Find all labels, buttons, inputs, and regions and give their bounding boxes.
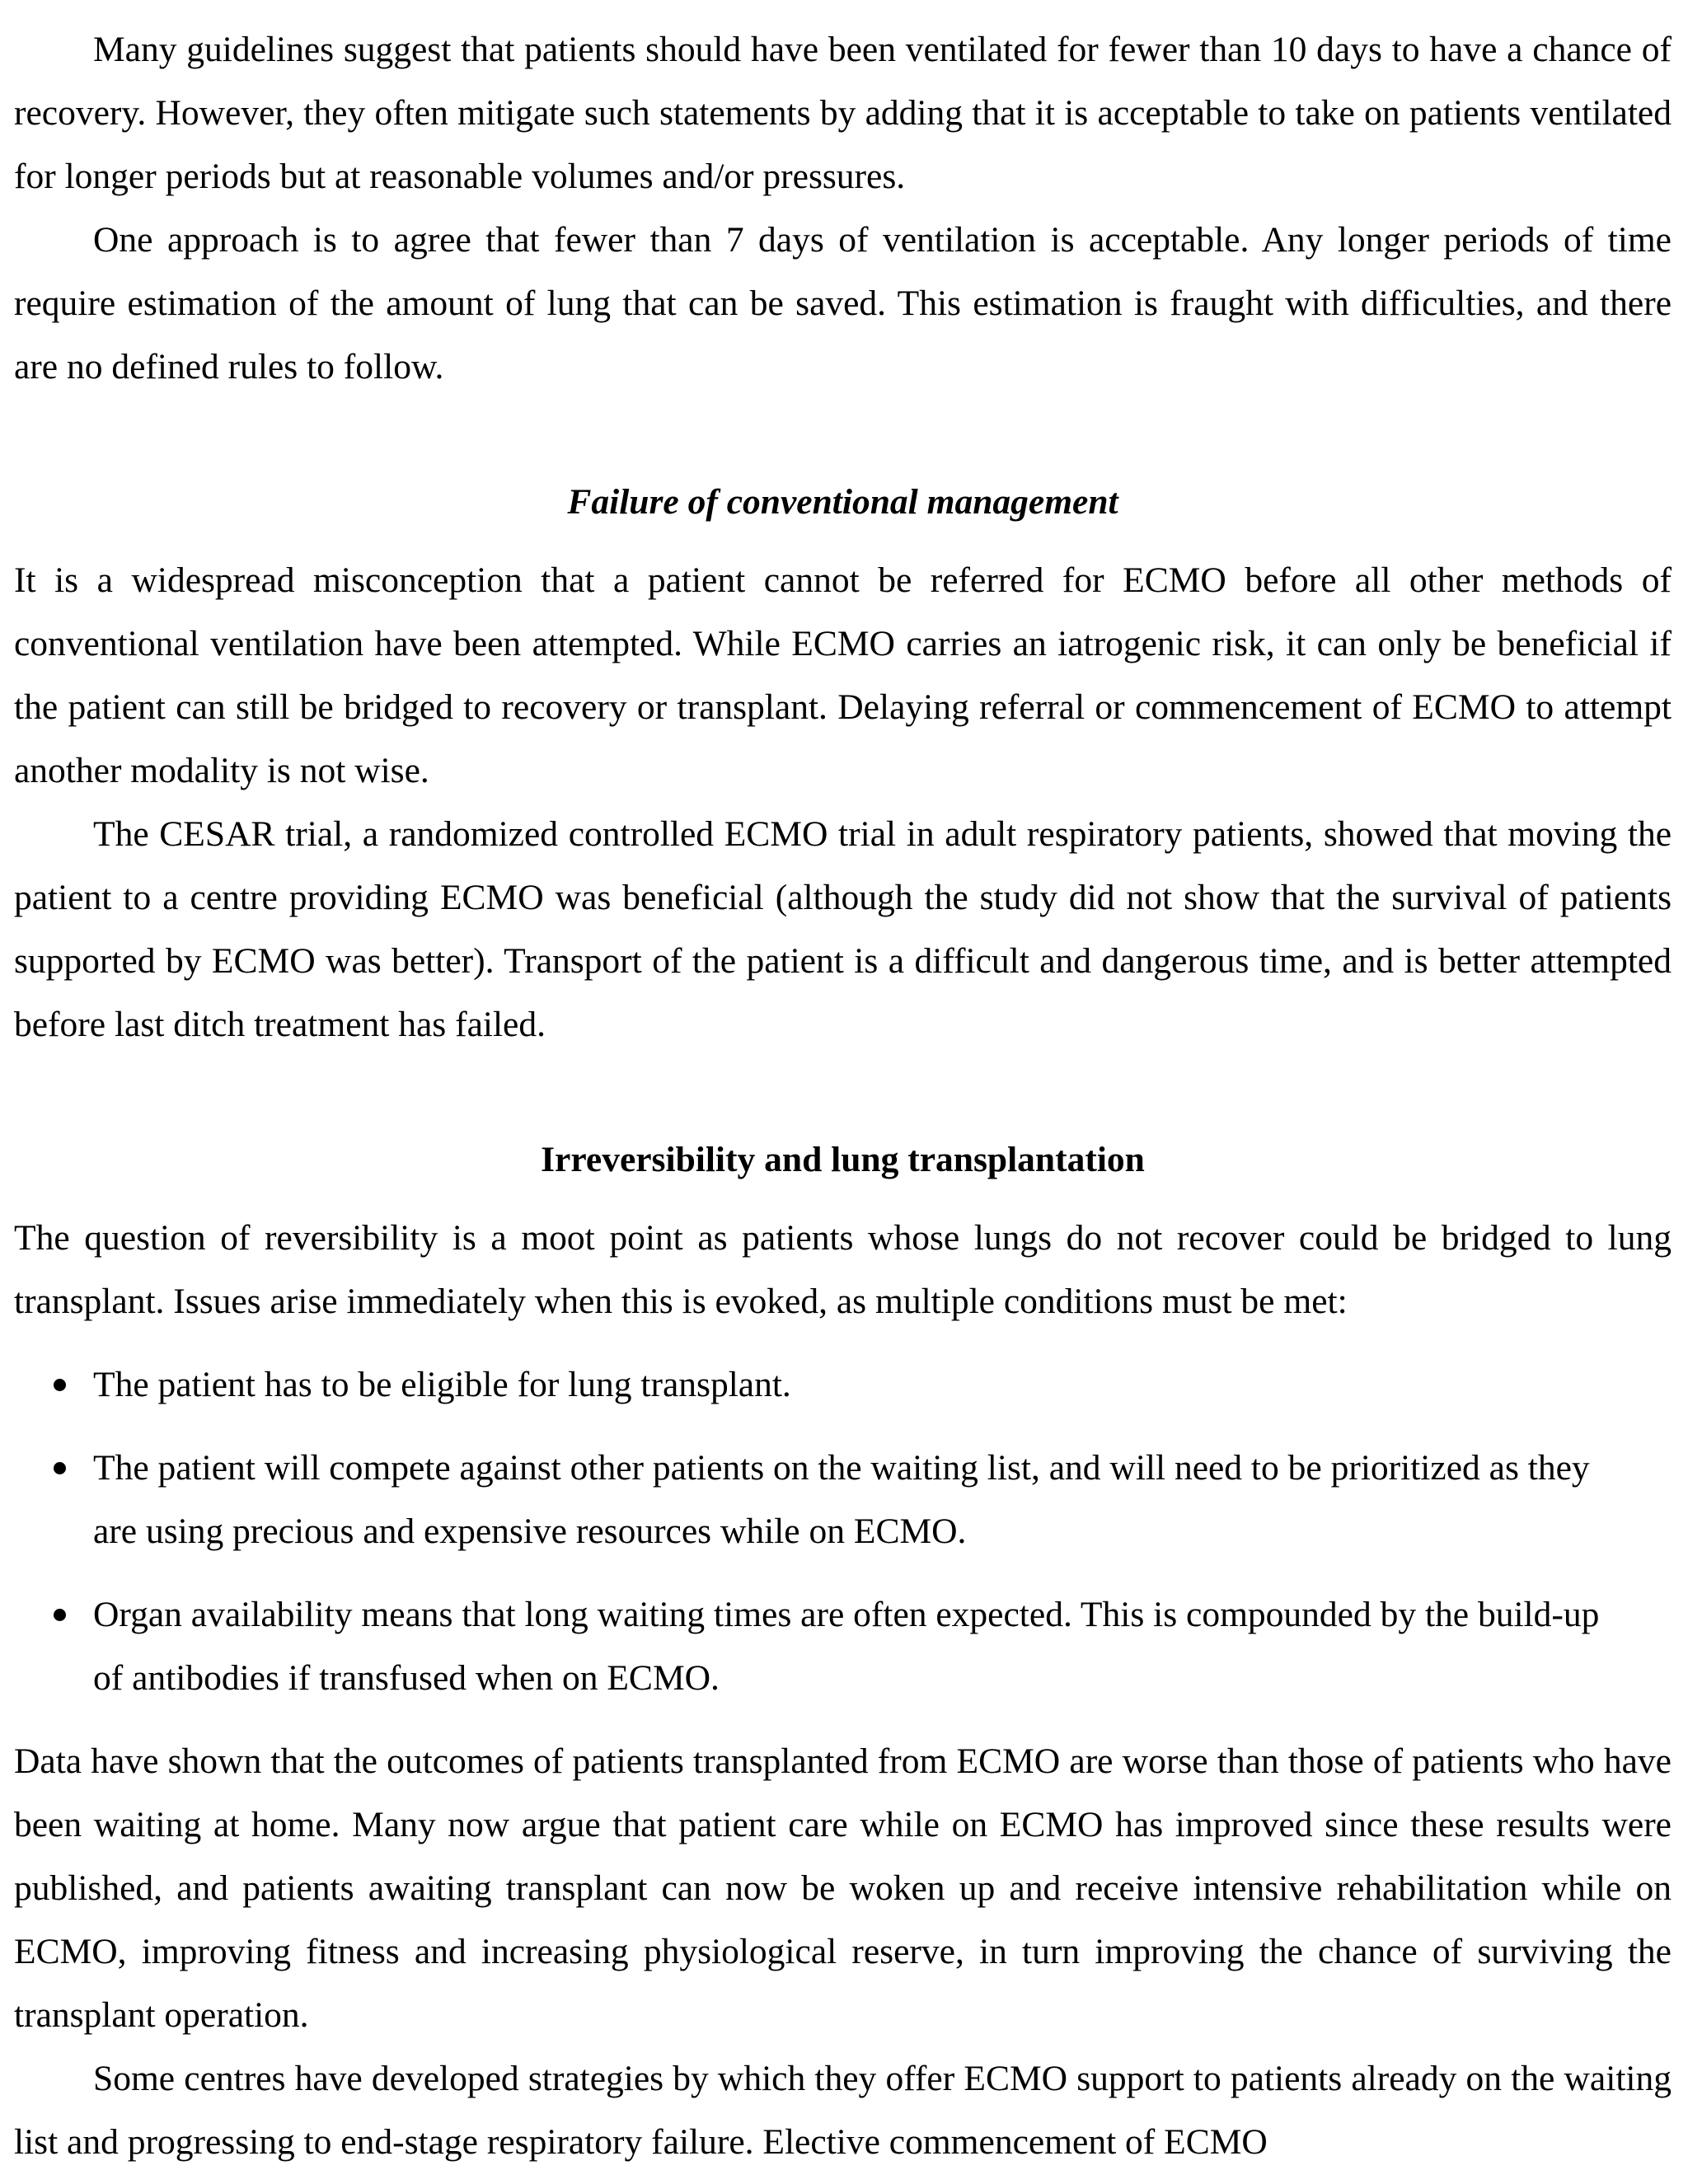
spacer: [14, 1710, 1672, 1730]
spacer: [14, 534, 1672, 549]
list-item-text: The patient has to be eligible for lung transplant.: [93, 1365, 791, 1404]
paragraph-ecmo-misconception: It is a widespread misconception that a patient cannot be referred for ECMO before all other methods of conventional ventilation have been attempted. While ECMO carries an iatrogenic risk, it can only be beneficial if the patient can still be bridged to recovery or transplant. Delaying referral or commencement of ECMO to attempt another modality is not wise.: [14, 560, 1672, 790]
spacer: [14, 1192, 1672, 1207]
spacer: [14, 1333, 1672, 1353]
paragraph-centre-strategies: Some centres have developed strategies by which they offer ECMO support to patients already on the waiting list and progressing to end-stage respiratory failure. Elective commencement of ECMO: [14, 2059, 1672, 2162]
bullet-icon: [54, 1609, 66, 1621]
bullet-icon: [54, 1379, 66, 1391]
conditions-list: [14, 1353, 1672, 1710]
list-item: [14, 1583, 1672, 1710]
paragraph-transplant-outcomes: Data have shown that the outcomes of patients transplanted from ECMO are worse than those of patients who have been waiting at home. Many now argue that patient care while on ECMO has improved since these results were published, and patients awaiting transplant can now be woken up and receive intensive rehabilitation while on ECMO, improving fitness and increasing physiological reserve, in turn improving the chance of surviving the transplant operation.: [14, 1741, 1672, 2035]
list-item-text: Organ availability means that long waiting times are often expected. This is compounded by the build-up of antibodies if transfused when on ECMO.: [93, 1595, 1600, 1698]
bullet-icon: [54, 1462, 66, 1474]
list-item: [14, 1436, 1672, 1563]
spacer: [14, 1417, 1672, 1436]
paragraph-seven-days-approach: One approach is to agree that fewer than 7 days of ventilation is acceptable. Any longer periods of time require estimation of the amount of lung that can be saved. This estimation is fraught with difficulties, and there are no defined rules to follow.: [14, 220, 1672, 387]
list-item-text: The patient will compete against other patients on the waiting list, and will need to be prioritized as they are using precious and expensive resources while on ECMO.: [93, 1448, 1590, 1551]
paragraph-ventilation-guidelines: Many guidelines suggest that patients should have been ventilated for fewer than 10 days to have a chance of recovery. However, they often mitigate such statements by adding that it is acceptable to take on patients ventilated for longer periods but at reasonable volumes and/or pressures.: [14, 30, 1672, 196]
list-item: [14, 1353, 1672, 1417]
document-page: [14, 18, 1672, 2174]
spacer: [14, 399, 1672, 471]
heading-failure-of-conventional-management: Failure of conventional management: [567, 482, 1118, 522]
heading-irreversibility-and-lung-transplantation: Irreversibility and lung transplantation: [541, 1140, 1145, 1179]
paragraph-reversibility-question: The question of reversibility is a moot point as patients whose lungs do not recover could be bridged to lung transplant. Issues arise immediately when this is evoked, as multiple conditions must be met:: [14, 1218, 1672, 1321]
paragraph-cesar-trial: The CESAR trial, a randomized controlled ECMO trial in adult respiratory patients, showed that moving the patient to a centre providing ECMO was beneficial (although the study did not show that the survival of patients supported by ECMO was better). Transport of the patient is a difficult and dangerous time, and is better attempted before last ditch treatment has failed.: [14, 814, 1672, 1044]
spacer: [14, 1563, 1672, 1583]
spacer: [14, 1057, 1672, 1128]
